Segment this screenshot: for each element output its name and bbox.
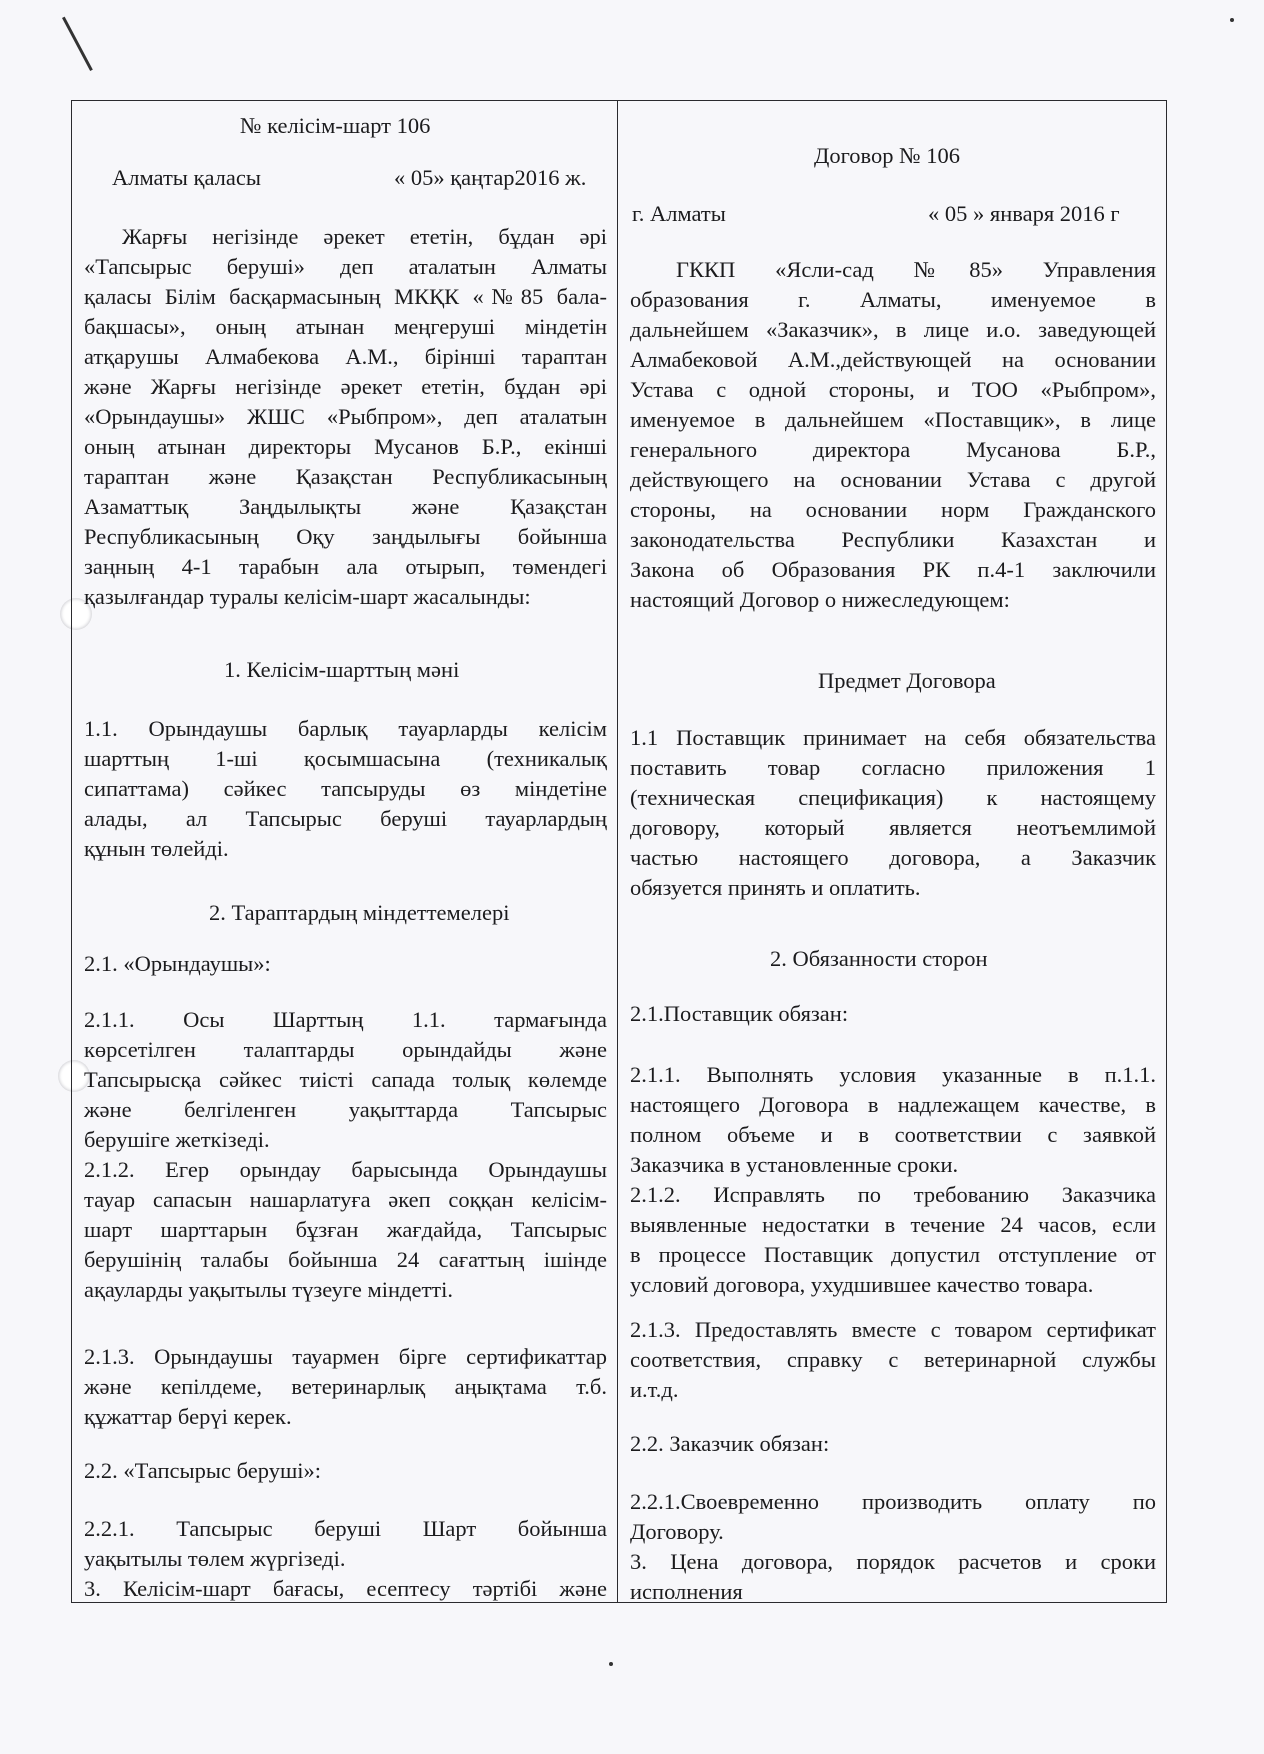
kz-section1-line: шарттың 1-ші қосымшасына (техникалық: [84, 746, 607, 771]
ru-s3-line: 3. Цена договора, порядок расчетов и сроки: [630, 1549, 1156, 1574]
ru-preamble-line: генерального директора Мусанова Б.Р.,: [630, 437, 1156, 462]
ru-s2-2-1-line: 2.2.1.Своевременно производить оплату по: [630, 1489, 1156, 1514]
ru-preamble-line: образования г. Алматы, именуемое в: [630, 287, 1156, 312]
ru-preamble-line: настоящий Договор о нижеследующем:: [630, 587, 1010, 612]
ru-s2-1-3-line: 2.1.3. Предоставлять вместе с товаром сертификат: [630, 1317, 1156, 1342]
ru-preamble-line: Алмабековой А.М.,действующей на основании: [630, 347, 1156, 372]
kz-s2-1: 2.1. «Орындаушы»:: [84, 951, 271, 976]
ru-s2-1-3-line: и.т.д.: [630, 1377, 679, 1402]
kz-s2-1-1-line: Тапсырысқа сәйкес тиісті сапада толық көлемде: [84, 1067, 607, 1092]
kz-preamble-line: және Жарғы негізінде әрекет ететін, бұдан әрі: [84, 374, 607, 399]
ru-s2-1-1-line: настоящего Договора в надлежащем качестве, в: [630, 1092, 1156, 1117]
ru-preamble-line: именуемое в дальнейшем «Поставщик», в лице: [630, 407, 1156, 432]
kz-s2-1-1-line: және белгіленген уақыттарда Тапсырыс: [84, 1097, 607, 1122]
kz-s2-1-1-line: 2.1.1. Осы Шарттың 1.1. тармағында: [84, 1007, 607, 1032]
kazakh-column: [72, 101, 618, 1603]
kz-s2-1-2-line: шарт шарттарын бұзған жағдайда, Тапсырыс: [84, 1217, 607, 1242]
ru-subject-line: 1.1 Поставщик принимает на себя обязательства: [630, 725, 1156, 750]
kz-s2-1-2-line: тауар сапасын нашарлатуға әкеп соққан келісім-: [84, 1187, 607, 1212]
kz-section1-line: алады, ал Тапсырыс беруші тауарлардың: [84, 806, 607, 831]
kz-preamble-line: «Орындаушы» ЖШС «Рыбпром», деп аталатын: [84, 404, 607, 429]
kz-preamble-line: бақшасы», оның атынан меңгеруші міндетін: [84, 314, 607, 339]
ru-s2-1-2-line: условий договора, ухудшившее качество товара.: [630, 1272, 1094, 1297]
kz-preamble-line: Республикасының Оқу заңдылығы бойынша: [84, 524, 607, 549]
kz-section2-title: 2. Тараптардың міндеттемелері: [209, 900, 510, 925]
ru-preamble-line: законодательства Республики Казахстан и: [630, 527, 1156, 552]
ru-subject-line: (техническая спецификация) к настоящему: [630, 785, 1156, 810]
ru-s2-1-2-line: 2.1.2. Исправлять по требованию Заказчика: [630, 1182, 1156, 1207]
kz-s3: 3. Келісім-шарт бағасы, есептесу тәртібі және: [84, 1576, 607, 1601]
ru-s2-1-1-line: 2.1.1. Выполнять условия указанные в п.1.1.: [630, 1062, 1156, 1087]
ru-s2-1-2-line: выявленные недостатки в течение 24 часов, если: [630, 1212, 1156, 1237]
kz-s2-1-1-line: берушіге жеткізеді.: [84, 1127, 270, 1152]
russian-column: [618, 101, 1167, 1603]
ru-subject-line: поставить товар согласно приложения 1: [630, 755, 1156, 780]
kz-preamble-line: атқарушы Алмабекова А.М., бірінші тараптан: [84, 344, 607, 369]
kz-section1-line: 1.1. Орындаушы барлық тауарларды келісім: [84, 716, 607, 741]
ru-s2-1-2-line: в процессе Поставщик допустил отступление от: [630, 1242, 1156, 1267]
kz-preamble-line: оның атынан директоры Мусанов Б.Р., екінші: [84, 434, 607, 459]
contract-table: [71, 100, 1167, 1603]
ru-s2-1-1-line: полном объеме и в соответствии с заявкой: [630, 1122, 1156, 1147]
ru-section2-title: 2. Обязанности сторон: [770, 946, 988, 971]
ru-preamble-line: стороны, на основании норм Гражданского: [630, 497, 1156, 522]
kz-s2-1-3-line: 2.1.3. Орындаушы тауармен бірге сертификаттар: [84, 1344, 607, 1369]
kz-section1-line: сипаттама) сәйкес тапсыруды өз міндетіне: [84, 776, 607, 801]
ru-s3-line: исполнения: [630, 1579, 743, 1604]
kz-s2-1-3-line: және кепілдеме, ветеринарлық аңықтама т.б.: [84, 1374, 607, 1399]
kz-s2-2: 2.2. «Тапсырыс беруші»:: [84, 1458, 322, 1483]
ru-preamble-line: действующего на основании Устава с другой: [630, 467, 1156, 492]
kz-preamble-line: Азаматтық Заңдылықты және Қазақстан: [84, 494, 607, 519]
kz-preamble-line: Жарғы негізінде әрекет ететін, бұдан әрі: [122, 224, 607, 249]
ru-s2-2: 2.2. Заказчик обязан:: [630, 1431, 830, 1456]
ru-subject-line: договору, который является неотъемлимой: [630, 815, 1156, 840]
kz-preamble-line: қаласы Білім басқармасының МКҚК «№85 бала-: [84, 284, 607, 309]
ru-title: Договор № 106: [814, 143, 960, 168]
ru-s2-1-3-line: соответствия, справку с ветеринарной службы: [630, 1347, 1156, 1372]
ru-date: « 05 » января 2016 г: [928, 201, 1120, 226]
ru-preamble-line: дальнейшем «Заказчик», в лице и.о. заведующей: [630, 317, 1156, 342]
ru-subject-line: обязуется принять и оплатить.: [630, 875, 921, 900]
kz-s2-1-3-line: құжаттар берүі керек.: [84, 1404, 292, 1429]
scan-dot: [1230, 18, 1234, 22]
ru-subject-title: Предмет Договора: [818, 668, 996, 693]
kz-preamble-line: заңның 4-1 тарабын ала отырып, төмендегі: [84, 554, 607, 579]
ru-subject-line: частью настоящего договора, а Заказчик: [630, 845, 1156, 870]
ru-preamble-line: ГККП «Ясли-сад №85» Управления: [676, 257, 1156, 282]
kz-section1-line: құнын төлейді.: [84, 836, 229, 861]
kz-section1-title: 1. Келісім-шарттың мәні: [224, 657, 460, 682]
kz-s2-1-1-line: көрсетілген талаптарды орындайды және: [84, 1037, 607, 1062]
kz-preamble-line: қазылғандар туралы келісім-шарт жасалынды:: [84, 584, 531, 609]
kz-s2-1-2-line: берушінің талабы бойынша 24 сағаттың ішінде: [84, 1247, 607, 1272]
kz-s2-1-2-line: 2.1.2. Егер орындау барысында Орындаушы: [84, 1157, 607, 1182]
kz-city: Алматы қаласы: [112, 165, 261, 190]
ru-s2-1: 2.1.Поставщик обязан:: [630, 1001, 849, 1026]
kz-s2-1-2-line: ақауларды уақытылы түзеуге міндетті.: [84, 1277, 453, 1302]
ru-preamble-line: Устава с одной стороны, и ТОО «Рыбпром»,: [630, 377, 1156, 402]
kz-s2-2-1-line: 2.2.1. Тапсырыс беруші Шарт бойынша: [84, 1516, 607, 1541]
ru-preamble-line: Закона об Образования РК п.4-1 заключили: [630, 557, 1156, 582]
ru-city: г. Алматы: [632, 201, 726, 226]
scan-dot: [609, 1662, 613, 1666]
scan-mark: [62, 17, 93, 71]
ru-s2-1-1-line: Заказчика в установленные сроки.: [630, 1152, 959, 1177]
kz-title: № келісім-шарт 106: [240, 113, 431, 138]
kz-preamble-line: «Тапсырыс беруші» деп аталатын Алматы: [84, 254, 607, 279]
kz-s2-2-1-line: уақытылы төлем жүргізеді.: [84, 1546, 346, 1571]
kz-preamble-line: тараптан және Қазақстан Республикасының: [84, 464, 607, 489]
ru-s2-2-1-line: Договору.: [630, 1519, 724, 1544]
kz-date: « 05» қаңтар2016 ж.: [394, 165, 587, 190]
